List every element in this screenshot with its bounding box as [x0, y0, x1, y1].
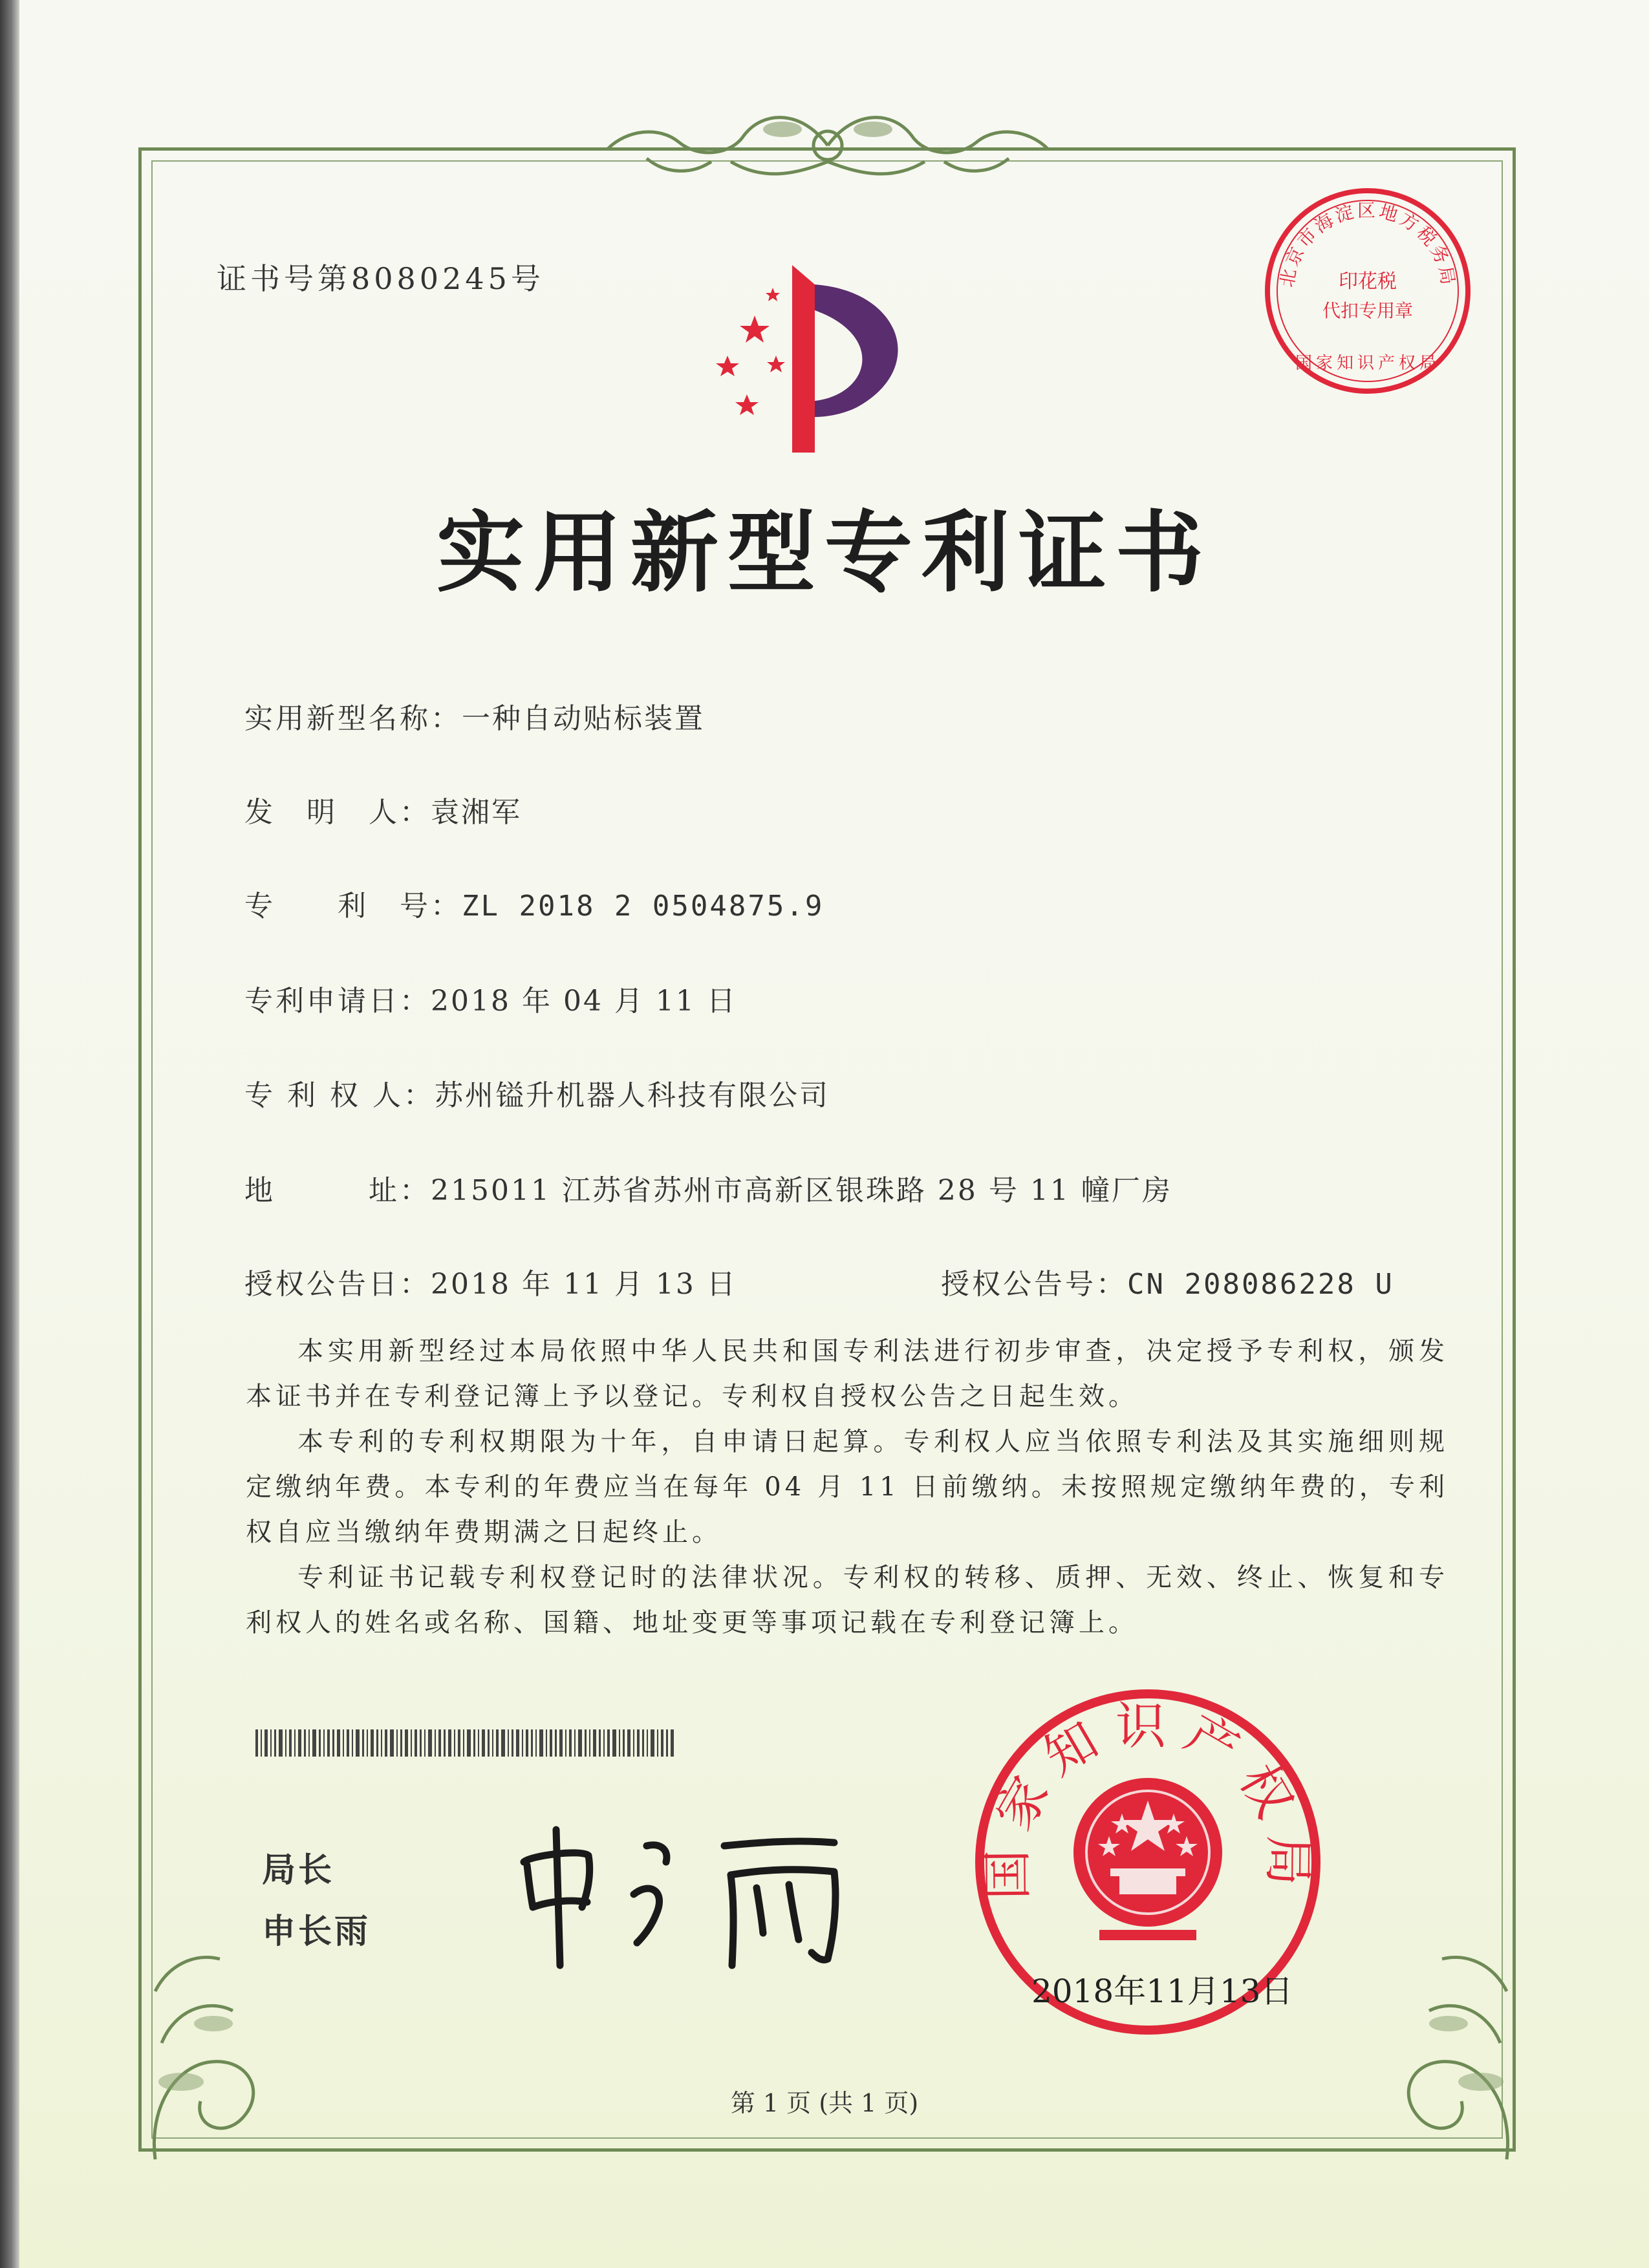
field-apply-date — [244, 978, 737, 1019]
tax-stamp-outer-text: 北京市海淀区地方税务局 — [1276, 199, 1460, 289]
top-ornament-icon — [569, 97, 1086, 194]
body-paragraph: 本实用新型经过本局依照中华人民共和国专利法进行初步审查，决定授予专利权，颁发本证书并在专利登记簿上予以登记。专利权自授权公告之日起生效。 — [246, 1336, 1449, 1411]
seal-text: 国家知识产权局 — [978, 1697, 1317, 1901]
tax-stamp-line2: 代扣专用章 — [1322, 300, 1414, 321]
field-value: 袁湘军 — [431, 796, 522, 829]
field-value: 苏州镒升机器人科技有限公司 — [434, 1079, 830, 1112]
tax-stamp-line1: 印花税 — [1339, 270, 1397, 293]
field-value: 215011 江苏省苏州市高新区银珠路 28 号 11 幢厂房 — [431, 1174, 1172, 1207]
field-announce-no — [941, 1261, 1394, 1302]
field-label: 地 址： — [244, 1174, 431, 1207]
field-label: 实用新型名称： — [244, 702, 462, 735]
corner-ornament-icon — [136, 1914, 297, 2172]
seal-date: 2018年11月13日 — [1031, 1973, 1293, 2010]
corner-ornament-icon — [1364, 1914, 1526, 2172]
body-paragraph: 本专利的专利权期限为十年，自申请日起算。专利权人应当依照专利法及其实施细则规定缴纳年费。本专利的年费应当在每年 04 月 11 日前缴纳。未按照规定缴纳年费的，专利权自应当缴纳年费期满之日起终止。 — [246, 1427, 1449, 1547]
field-address — [244, 1167, 1172, 1208]
director-name: 申长雨 — [262, 1912, 371, 1951]
certificate-number: 证书号第8080245号 — [217, 261, 544, 296]
director-title: 局长 — [262, 1851, 335, 1890]
field-label: 专利申请日： — [244, 985, 431, 1018]
patent-office-logo-icon — [708, 259, 960, 459]
scan-edge — [0, 0, 19, 2268]
field-patent-no — [244, 883, 824, 924]
field-value: 2018 年 11 月 13 日 — [431, 1268, 737, 1301]
body-paragraph: 专利证书记载专利权登记时的法律状况。专利权的转移、质押、无效、终止、恢复和专利权人的姓名或名称、国籍、地址变更等事项记载在专利登记簿上。 — [246, 1563, 1449, 1638]
barcode-icon — [255, 1729, 676, 1757]
field-label: 授权公告日： — [244, 1268, 431, 1301]
field-value: ZL 2018 2 0504875.9 — [462, 890, 824, 923]
field-name — [244, 695, 705, 736]
field-announce-date — [244, 1261, 737, 1302]
field-value: CN 208086228 U — [1127, 1268, 1394, 1301]
field-label: 专 利 权 人： — [244, 1079, 435, 1112]
field-value: 一种自动贴标装置 — [462, 702, 705, 735]
field-label: 授权公告号： — [941, 1268, 1127, 1301]
tax-stamp-icon — [1261, 184, 1474, 398]
field-inventor — [244, 789, 522, 830]
field-value: 2018 年 04 月 11 日 — [431, 985, 737, 1018]
tax-stamp-bottom-text: 国家知识产权局 — [1295, 354, 1441, 373]
certificate-title: 实用新型专利证书 — [436, 501, 1212, 604]
handwritten-signature-icon — [511, 1817, 860, 1972]
field-label: 专 利 号： — [244, 890, 462, 923]
page-number: 第 1 页 (共 1 页) — [730, 2089, 919, 2117]
field-label: 发 明 人： — [244, 796, 431, 829]
field-holder — [244, 1072, 830, 1113]
